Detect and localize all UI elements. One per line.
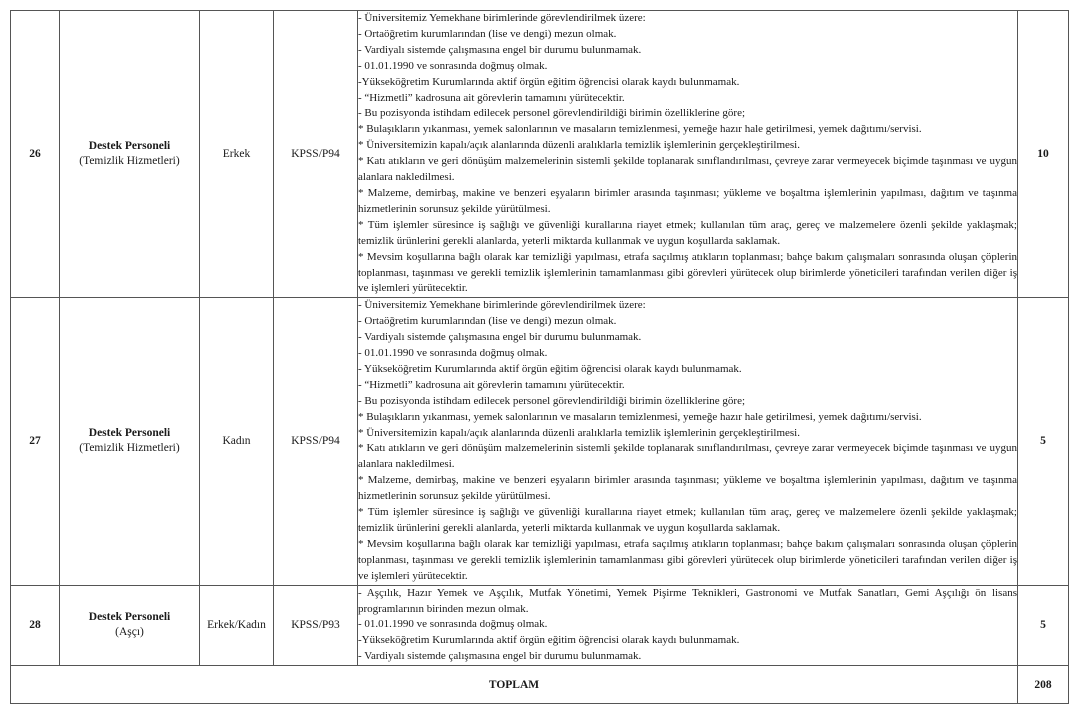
requirement-line: - Vardiyalı sistemde çalışmasına engel bir durumu bulunmamak. bbox=[358, 331, 642, 344]
table-row bbox=[11, 585, 1069, 666]
requirement-line: * Mevsim koşullarına bağlı olarak kar temizliği yapılması, etrafa saçılmış atıkların toplanması; bahçe bakım çalışmaları sonrasında oluşan çöplerin toplanması, taşınması ve gerekli temizlik işlemlerinin tamamlanması gibi görevleri yürütecek olup birimlerde yöneticileri tarafından verilen diğer iş ve işlemleri yürütecektir. bbox=[358, 537, 1017, 582]
requirements-cell bbox=[358, 11, 1018, 298]
requirement-line: * Malzeme, demirbaş, makine ve benzeri eşyaların birimler arasında taşınması; yükleme ve boşaltma işlemlerinin yapılması, dağıtım ve taşınma hizmetlerinin sorunsuz şekilde yürütülmesi. bbox=[358, 186, 1017, 215]
requirement-line: * Üniversitemizin kapalı/açık alanlarında düzenli aralıklarla temizlik işlemlerinin gerçekleştirilmesi. bbox=[358, 139, 800, 152]
requirement-line: - Bu pozisyonda istihdam edilecek personel görevlendirildiği birimin özelliklerine göre; bbox=[358, 394, 746, 407]
requirement-line: * Bulaşıkların yıkanması, yemek salonlarının ve masaların temizlenmesi, yemeğe hazır hale getirilmesi, yemek dağıtımı/servisi. bbox=[358, 123, 922, 136]
requirement-line: * Tüm işlemler süresince iş sağlığı ve güvenliği kurallarına riayet etmek; kullanılan tüm araç, gereç ve malzemelere özenli şekilde yaklaşmak; temizlik ürünlerini gerekli alanlarda, yeterli miktarda kullanmak ve uygun koşullarda saklamak. bbox=[358, 218, 1017, 247]
requirements-cell bbox=[358, 585, 1018, 666]
position-cell bbox=[60, 11, 200, 298]
row-number: 28 bbox=[11, 585, 60, 666]
kpss-cell: KPSS/P94 bbox=[274, 11, 358, 298]
total-row bbox=[11, 666, 1069, 704]
requirement-line: - Vardiyalı sistemde çalışmasına engel bir durumu bulunmamak. bbox=[358, 650, 642, 663]
requirement-line: - Aşçılık, Hazır Yemek ve Aşçılık, Mutfak Yönetimi, Yemek Pişirme Teknikleri, Gastronomi ve Mutfak Sanatları, Gemi Aşçılığı ön lisans programlarının birinden mezun olmak. bbox=[358, 586, 1017, 615]
requirement-line: - “Hizmetli” kadrosuna ait görevlerin tamamını yürütecektir. bbox=[358, 91, 625, 104]
requirement-line: * Tüm işlemler süresince iş sağlığı ve güvenliği kurallarına riayet etmek; kullanılan tüm araç, gereç ve malzemelere özenli şekilde yaklaşmak; temizlik ürünlerini gerekli alanlarda, yeterli miktarda kullanmak ve uygun koşullarda saklamak. bbox=[358, 506, 1017, 534]
positions-table bbox=[10, 10, 1069, 704]
table-row bbox=[11, 11, 1069, 298]
total-label: TOPLAM bbox=[11, 666, 1018, 704]
position-cell bbox=[60, 298, 200, 585]
position-subtitle: (Temizlik Hizmetleri) bbox=[79, 155, 180, 168]
gender-cell: Erkek/Kadın bbox=[200, 585, 274, 666]
requirement-line: - Üniversitemiz Yemekhane birimlerinde görevlendirilmek üzere: bbox=[358, 12, 646, 24]
count-cell: 5 bbox=[1018, 298, 1069, 585]
position-title: Destek Personeli bbox=[88, 427, 171, 440]
requirement-line: - 01.01.1990 ve sonrasında doğmuş olmak. bbox=[358, 347, 548, 360]
requirement-line: * Üniversitemizin kapalı/açık alanlarında düzenli aralıklarla temizlik işlemlerinin gerçekleştirilmesi. bbox=[358, 426, 800, 439]
count-cell: 5 bbox=[1018, 585, 1069, 666]
requirement-line: - Yükseköğretim Kurumlarında aktif örgün eğitim öğrencisi olarak kaydı bulunmamak. bbox=[358, 362, 742, 375]
count-cell: 10 bbox=[1018, 11, 1069, 298]
requirement-line: - 01.01.1990 ve sonrasında doğmuş olmak. bbox=[358, 618, 548, 631]
position-subtitle: (Aşçı) bbox=[115, 626, 144, 639]
total-value: 208 bbox=[1018, 666, 1069, 704]
row-number: 26 bbox=[11, 11, 60, 298]
requirement-line: - Ortaöğretim kurumlarından (lise ve dengi) mezun olmak. bbox=[358, 27, 617, 40]
position-subtitle: (Temizlik Hizmetleri) bbox=[79, 442, 180, 455]
position-title: Destek Personeli bbox=[88, 140, 171, 153]
requirement-line: * Malzeme, demirbaş, makine ve benzeri eşyaların birimler arasında taşınması; yükleme ve boşaltma işlemlerinin yapılması, dağıtım ve taşınma hizmetlerinin sorunsuz şekilde yürütülmesi. bbox=[358, 474, 1017, 503]
gender-cell: Erkek bbox=[200, 11, 274, 298]
position-cell bbox=[60, 585, 200, 666]
requirements-cell bbox=[358, 298, 1018, 585]
requirement-line: * Katı atıkların ve geri dönüşüm malzemelerinin sistemli şekilde toplanarak sınıflandırılması, çevreye zarar vermeyecek biçimde taşınması ve uygun alanlara nakledilmesi. bbox=[358, 442, 1017, 471]
requirement-line: - Bu pozisyonda istihdam edilecek personel görevlendirildiği birimin özelliklerine göre; bbox=[358, 107, 746, 120]
requirement-line: -Yükseköğretim Kurumlarında aktif örgün eğitim öğrencisi olarak kaydı bulunmamak. bbox=[358, 634, 740, 647]
requirement-line: * Mevsim koşullarına bağlı olarak kar temizliği yapılması, etrafa saçılmış atıkların toplanması; bahçe bakım çalışmaları sonrasında oluşan çöplerin toplanması, taşınması ve gerekli temizlik işlemlerinin tamamlanması gibi görevleri yürütecek olup birimlerde yöneticileri tarafından verilen diğer iş ve işlemleri yürütecektir. bbox=[358, 250, 1017, 295]
table-row bbox=[11, 298, 1069, 585]
requirement-line: - Ortaöğretim kurumlarından (lise ve dengi) mezun olmak. bbox=[358, 315, 617, 328]
position-title: Destek Personeli bbox=[88, 611, 171, 624]
kpss-cell: KPSS/P94 bbox=[274, 298, 358, 585]
gender-cell: Kadın bbox=[200, 298, 274, 585]
requirement-line: * Bulaşıkların yıkanması, yemek salonlarının ve masaların temizlenmesi, yemeğe hazır hale getirilmesi, yemek dağıtımı/servisi. bbox=[358, 410, 922, 423]
requirement-line: -Yükseköğretim Kurumlarında aktif örgün eğitim öğrencisi olarak kaydı bulunmamak. bbox=[358, 75, 740, 88]
requirement-line: - 01.01.1990 ve sonrasında doğmuş olmak. bbox=[358, 59, 548, 72]
requirement-line: - “Hizmetli” kadrosuna ait görevlerin tamamını yürütecektir. bbox=[358, 378, 625, 391]
kpss-cell: KPSS/P93 bbox=[274, 585, 358, 666]
row-number: 27 bbox=[11, 298, 60, 585]
requirement-line: - Vardiyalı sistemde çalışmasına engel bir durumu bulunmamak. bbox=[358, 43, 642, 56]
requirement-line: * Katı atıkların ve geri dönüşüm malzemelerinin sistemli şekilde toplanarak sınıflandırılması, çevreye zarar vermeyecek biçimde taşınması ve uygun alanlara nakledilmesi. bbox=[358, 155, 1017, 184]
requirement-line: - Üniversitemiz Yemekhane birimlerinde görevlendirilmek üzere: bbox=[358, 299, 646, 312]
